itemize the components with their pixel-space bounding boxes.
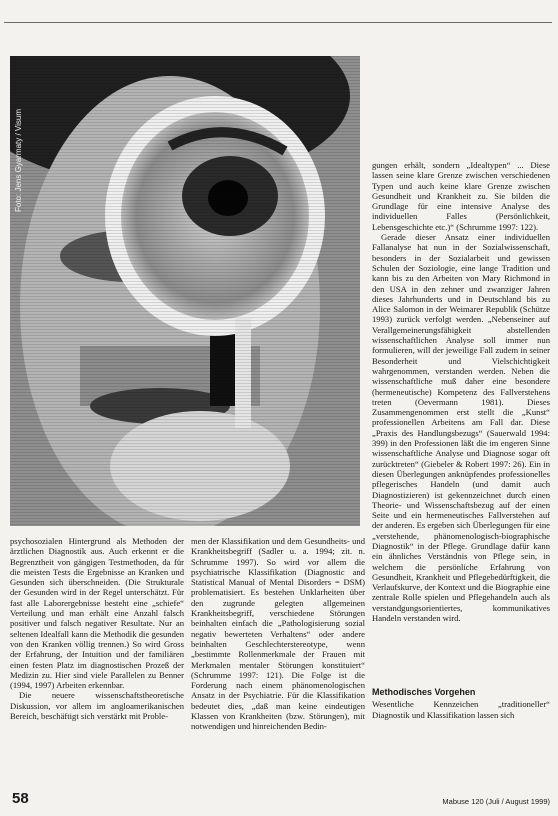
publication-info: Mabuse 120 (Juli / August 1999): [442, 797, 550, 806]
text-column-3: [372, 160, 550, 680]
paragraph: gungen erhält, sondern „Idealtypen“ ... Diese lassen seine klare Grenze zwischen verschiedenen Typen und auch keine klare Grenze zwischen Gesundheit und Krankheit zu. Sie bilden die Grundlage für eine intensive Analyse des individuellen Falles (Persönlichkeit, Lebensgeschichte etc.)“ (Schrumme 1997: 122).: [372, 160, 550, 232]
paragraph: psychosozialen Hintergrund als Methoden der ärztlichen Diagnostik aus. Auch erkennt er die Begrenztheit von gängigen Testmethoden, da für die meisten Tests die Ergebnisse an Kranken und Gesunden sich überschneiden. (Die Strukturale der Gesunden wird in der Regel unterschätzt. Für fast alle Laborergebnisse besteht eine „schiefe“ Verteilung und man erhält eine Anzahl falsch positiver und falsch negativer Resultate. Nur an seltenen Idealfall kann die Methodik die gesunden von den Kranken völlig trennen.) So wird Gross der Erfahrung, der Intuition und der familiären einen festen Platz im diagnostischen Prozeß der Medizin zu. Hier sind viele Parallelen zu Benner (1994, 1997) Arbeiten erkennbar.: [10, 536, 184, 691]
paragraph: men der Klassifikation und dem Gesundheits- und Krankheitsbegriff (Sadler u. a. 1994; zit. n. Schrumme 1997). So wird vor allem die psychiatrische Klassifikation (Diagnostic and Statistical Manual of Mental Disorders = DSM) problematisiert. Es bestehen Unklarheiten über den zugrunde gelegten allgemeinen Krankheitsbegriff, verschiedene Störungen beinhalten einfach die „Pathologisierung sozial negativ bewerteten Verhaltens“ oder andere beinhalten Geschlechterstereotype, wenn „bestimmte Rollenmerkmale der Frauen mit Merkmalen mentaler Störungen konstituiert“ (Schrumme 1997: 121). Die Folge ist die Forderung nach einem phänomenologischen Ansatz in der Psychiatrie. Für die Klassifikation bedeutet dies, „daß man keine eindeutigen Klassen von Krankheiten (bzw. Störungen), mit notwendigen und hinreichenden Bedin-: [191, 536, 365, 732]
text-column-1: [10, 536, 184, 784]
photo-credit: Foto: Jens Gyarmaty / Visum: [14, 109, 23, 212]
photo-illustration: [10, 56, 360, 526]
text-column-3-section: [372, 683, 550, 788]
top-rule: [4, 22, 552, 23]
text-column-2: [191, 536, 365, 784]
paragraph: Die neuere wissenschaftstheoretische Diskussion, vor allem im angloamerikanischen Bereich, beschäftigt sich verstärkt mit Proble-: [10, 690, 184, 722]
page-number: 58: [12, 790, 29, 807]
section-heading: Methodisches Vorgehen: [372, 687, 476, 697]
magnifying-glass-photo: [10, 56, 360, 526]
paragraph: Gerade dieser Ansatz einer individuellen Fallanalyse hat nun in der Sozialwissenschaft, besonders in der Sozialarbeit und gewissen Schulen der Soziologie, eine lange Tradition und kann bis zu den Arbeiten von Mary Richmond in den USA in den zehner und zwanziger Jahren dieses Jahrhunderts und in Deutschland bis zu Alice Salomon in der Weimarer Republik (Schütze 1993) zurück verfolgt werden. „Nebenseiner auf Verallgemeinerungsfähigkeit abstellenden wissenschaftlichen Analyse soll immer nun formulieren, will der jeweilige Fall zudem in seiner Besonderheit und Vielschichtigkeit wahrgenommen, verstanden werden. Neben die wissenschaftliche muß daher eine besondere (hermeneutische) Kompetenz des Fallverstehens treten (Oevermann 1981). Dieses Zusammengenommen erst stellt die „Kunst“ professionellen Arbeitens am Fall dar. Diese „Praxis des Handlungsbezugs“ (Sauerwald 1994: 399) in den Professionen läßt die im engeren Sinne wissenschaftliche Analyse und Diagnose sogar oft zurücktreten“ (Giebeler & Robert 1997: 26). Ein in diesen Überlegungen anknüpfendes professionelles pflegerisches Handeln (und damit auch Diagnostizieren) ist gekennzeichnet durch einen Theorie- und Wissenschaftsbezug auf der einen Seite und ein hermeneutisches Fallverstehen auf der anderen. Es ergeben sich Überlegungen für eine „verstehende, phänomenologisch-biographische Diagnostik“ in der Pflege. Grundlage dafür kann ein ähnliches Verständnis von Pflege sein, in welchem die persönliche Erfahrung von Gesundheit, Krankheit und Pflegebedürftigkeit, die Verlaufskurve, der Kontext und die Biographie eine zentrale Rolle spielen und Pflegehandeln auch als verstandgungsorientiertes, kommunikatives Handeln verstanden wird.: [372, 232, 550, 624]
paragraph: Wesentliche Kennzeichen „traditioneller“ Diagnostik und Klassifikation lassen sich: [372, 699, 550, 720]
